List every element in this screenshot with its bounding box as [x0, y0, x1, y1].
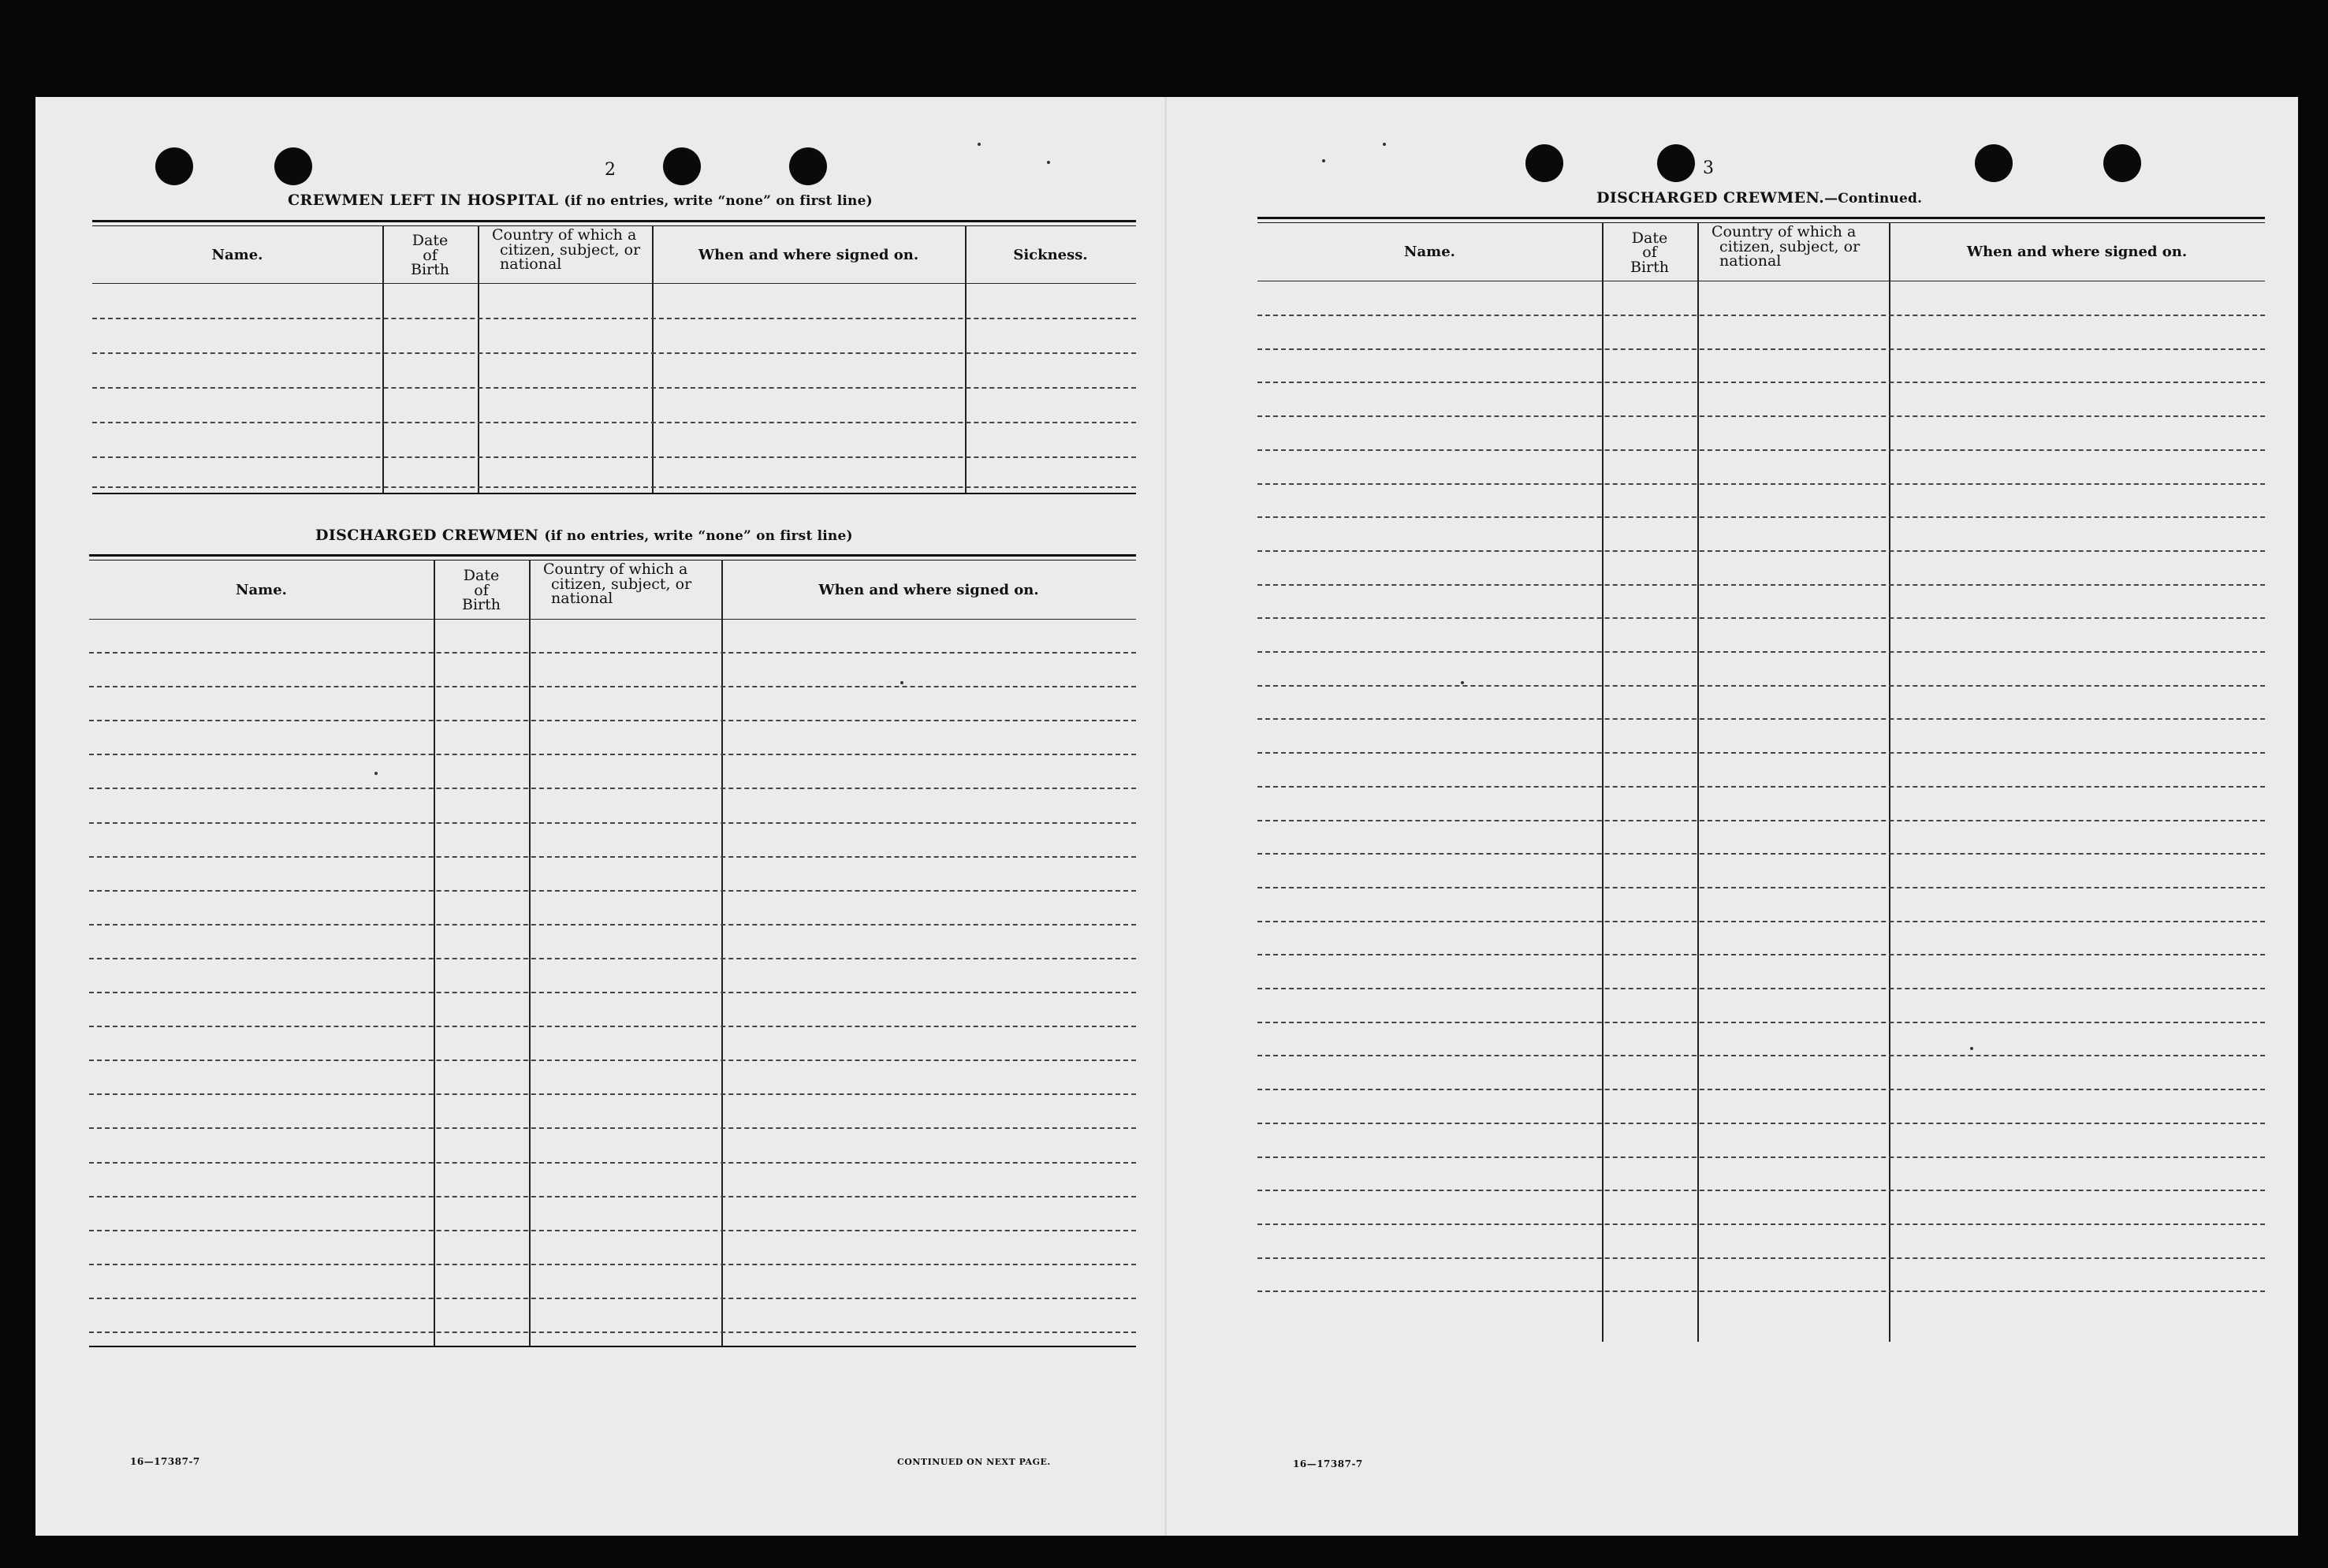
column-header-name: Name. — [1404, 244, 1455, 261]
discharged-section-title — [315, 527, 853, 544]
form-number: 16—17387-7 — [1293, 1458, 1363, 1469]
entry-line[interactable] — [1257, 315, 2265, 316]
entry-line[interactable] — [1257, 685, 2265, 687]
entry-line[interactable] — [89, 1162, 1136, 1164]
entry-line[interactable] — [89, 822, 1136, 824]
entry-line[interactable] — [89, 1060, 1136, 1061]
entry-line[interactable] — [1257, 921, 2265, 922]
entry-line[interactable] — [89, 1230, 1136, 1231]
discharged-table — [89, 554, 1136, 1343]
entry-line[interactable] — [89, 1093, 1136, 1095]
entry-line[interactable] — [1257, 449, 2265, 451]
form-sheet — [35, 97, 2298, 1536]
discharged-continued-table — [1257, 217, 2265, 1553]
entry-line[interactable] — [1257, 1291, 2265, 1292]
entry-line[interactable] — [1257, 1156, 2265, 1158]
entry-line[interactable] — [89, 788, 1136, 789]
entry-line[interactable] — [92, 486, 1136, 488]
discharged-instruction: (if no entries, write “none” on first line) — [544, 528, 853, 544]
column-header-date-of-birth: Date of Birth — [462, 567, 501, 614]
entry-line[interactable] — [1257, 887, 2265, 888]
entry-line[interactable] — [1257, 1089, 2265, 1090]
punch-hole — [789, 147, 827, 185]
entry-line[interactable] — [92, 352, 1136, 354]
punch-hole — [155, 147, 193, 185]
entry-line[interactable] — [1257, 954, 2265, 955]
entry-line[interactable] — [1257, 786, 2265, 788]
discharged-continued-text: DISCHARGED CREWMEN. — [1596, 189, 1825, 207]
punch-hole — [1657, 144, 1695, 182]
entry-line[interactable] — [1257, 348, 2265, 350]
entry-line[interactable] — [1257, 853, 2265, 855]
entry-line[interactable] — [89, 890, 1136, 892]
punch-hole — [2103, 144, 2141, 182]
entry-line[interactable] — [89, 1026, 1136, 1027]
entry-line[interactable] — [89, 1298, 1136, 1299]
entry-line[interactable] — [1257, 483, 2265, 485]
punch-hole — [1975, 144, 2013, 182]
entry-line[interactable] — [89, 992, 1136, 993]
column-header-signed-on: When and where signed on. — [818, 581, 1039, 598]
column-header-date-of-birth: Date of Birth — [1630, 229, 1669, 276]
entry-line[interactable] — [89, 652, 1136, 654]
punch-hole — [663, 147, 701, 185]
entry-line[interactable] — [1257, 752, 2265, 754]
entry-line[interactable] — [1257, 550, 2265, 552]
entry-line[interactable] — [92, 318, 1136, 319]
entry-line[interactable] — [89, 720, 1136, 721]
column-header-date-of-birth: Date of Birth — [411, 232, 449, 279]
entry-line[interactable] — [1257, 1022, 2265, 1023]
entry-line[interactable] — [89, 1127, 1136, 1129]
continued-label: —Continued. — [1824, 191, 1923, 207]
hospital-section-title — [288, 192, 873, 209]
entry-line[interactable] — [89, 1331, 1136, 1333]
punch-hole — [1525, 144, 1563, 182]
hospital-instruction: (if no entries, write “none” on first line) — [564, 193, 873, 209]
column-header-signed-on: When and where signed on. — [698, 246, 919, 263]
entry-line[interactable] — [1257, 516, 2265, 518]
hospital-table — [92, 220, 1136, 500]
entry-line[interactable] — [1257, 718, 2265, 720]
entry-line[interactable] — [89, 958, 1136, 959]
column-header-name: Name. — [211, 246, 263, 263]
entry-line[interactable] — [92, 387, 1136, 389]
column-header-country: Country of which a citizen, subject, or national — [1712, 223, 1861, 270]
discharged-continued-title — [1596, 189, 1922, 207]
column-header-country: Country of which a citizen, subject, or national — [543, 561, 692, 608]
entry-line[interactable] — [1257, 1190, 2265, 1191]
entry-line[interactable] — [92, 422, 1136, 423]
continued-note: CONTINUED ON NEXT PAGE. — [897, 1457, 1051, 1467]
left-page — [35, 97, 1167, 1536]
punch-hole — [274, 147, 312, 185]
column-header-country: Country of which a citizen, subject, or national — [492, 226, 641, 274]
paper-speck — [1461, 681, 1464, 684]
entry-line[interactable] — [1257, 382, 2265, 383]
entry-line[interactable] — [92, 456, 1136, 458]
paper-speck — [374, 772, 378, 775]
entry-line[interactable] — [1257, 415, 2265, 417]
entry-line[interactable] — [1257, 651, 2265, 653]
entry-line[interactable] — [89, 686, 1136, 687]
entry-line[interactable] — [1257, 1223, 2265, 1225]
discharged-title-text: DISCHARGED CREWMEN — [315, 527, 539, 544]
entry-line[interactable] — [89, 856, 1136, 858]
page-number: 3 — [1703, 158, 1714, 178]
column-header-name: Name. — [236, 581, 287, 598]
entry-line[interactable] — [1257, 1257, 2265, 1259]
entry-line[interactable] — [89, 1196, 1136, 1197]
column-header-sickness: Sickness. — [1013, 246, 1088, 263]
entry-line[interactable] — [1257, 584, 2265, 586]
entry-line[interactable] — [1257, 1123, 2265, 1124]
entry-line[interactable] — [89, 924, 1136, 926]
paper-speck — [1322, 159, 1325, 162]
entry-line[interactable] — [89, 754, 1136, 755]
entry-line[interactable] — [1257, 1055, 2265, 1056]
entry-line[interactable] — [1257, 988, 2265, 989]
column-header-signed-on: When and where signed on. — [1966, 244, 2188, 261]
right-page — [1167, 97, 2298, 1536]
paper-speck — [1383, 143, 1386, 146]
entry-line[interactable] — [1257, 820, 2265, 821]
form-number: 16—17387-7 — [130, 1456, 200, 1467]
entry-line[interactable] — [89, 1264, 1136, 1265]
paper-speck — [1047, 161, 1050, 164]
page-number: 2 — [605, 160, 616, 180]
entry-line[interactable] — [1257, 617, 2265, 619]
hospital-title-text: CREWMEN LEFT IN HOSPITAL — [288, 192, 559, 209]
paper-speck — [978, 143, 981, 146]
paper-speck — [1970, 1047, 1973, 1050]
paper-speck — [900, 681, 903, 684]
